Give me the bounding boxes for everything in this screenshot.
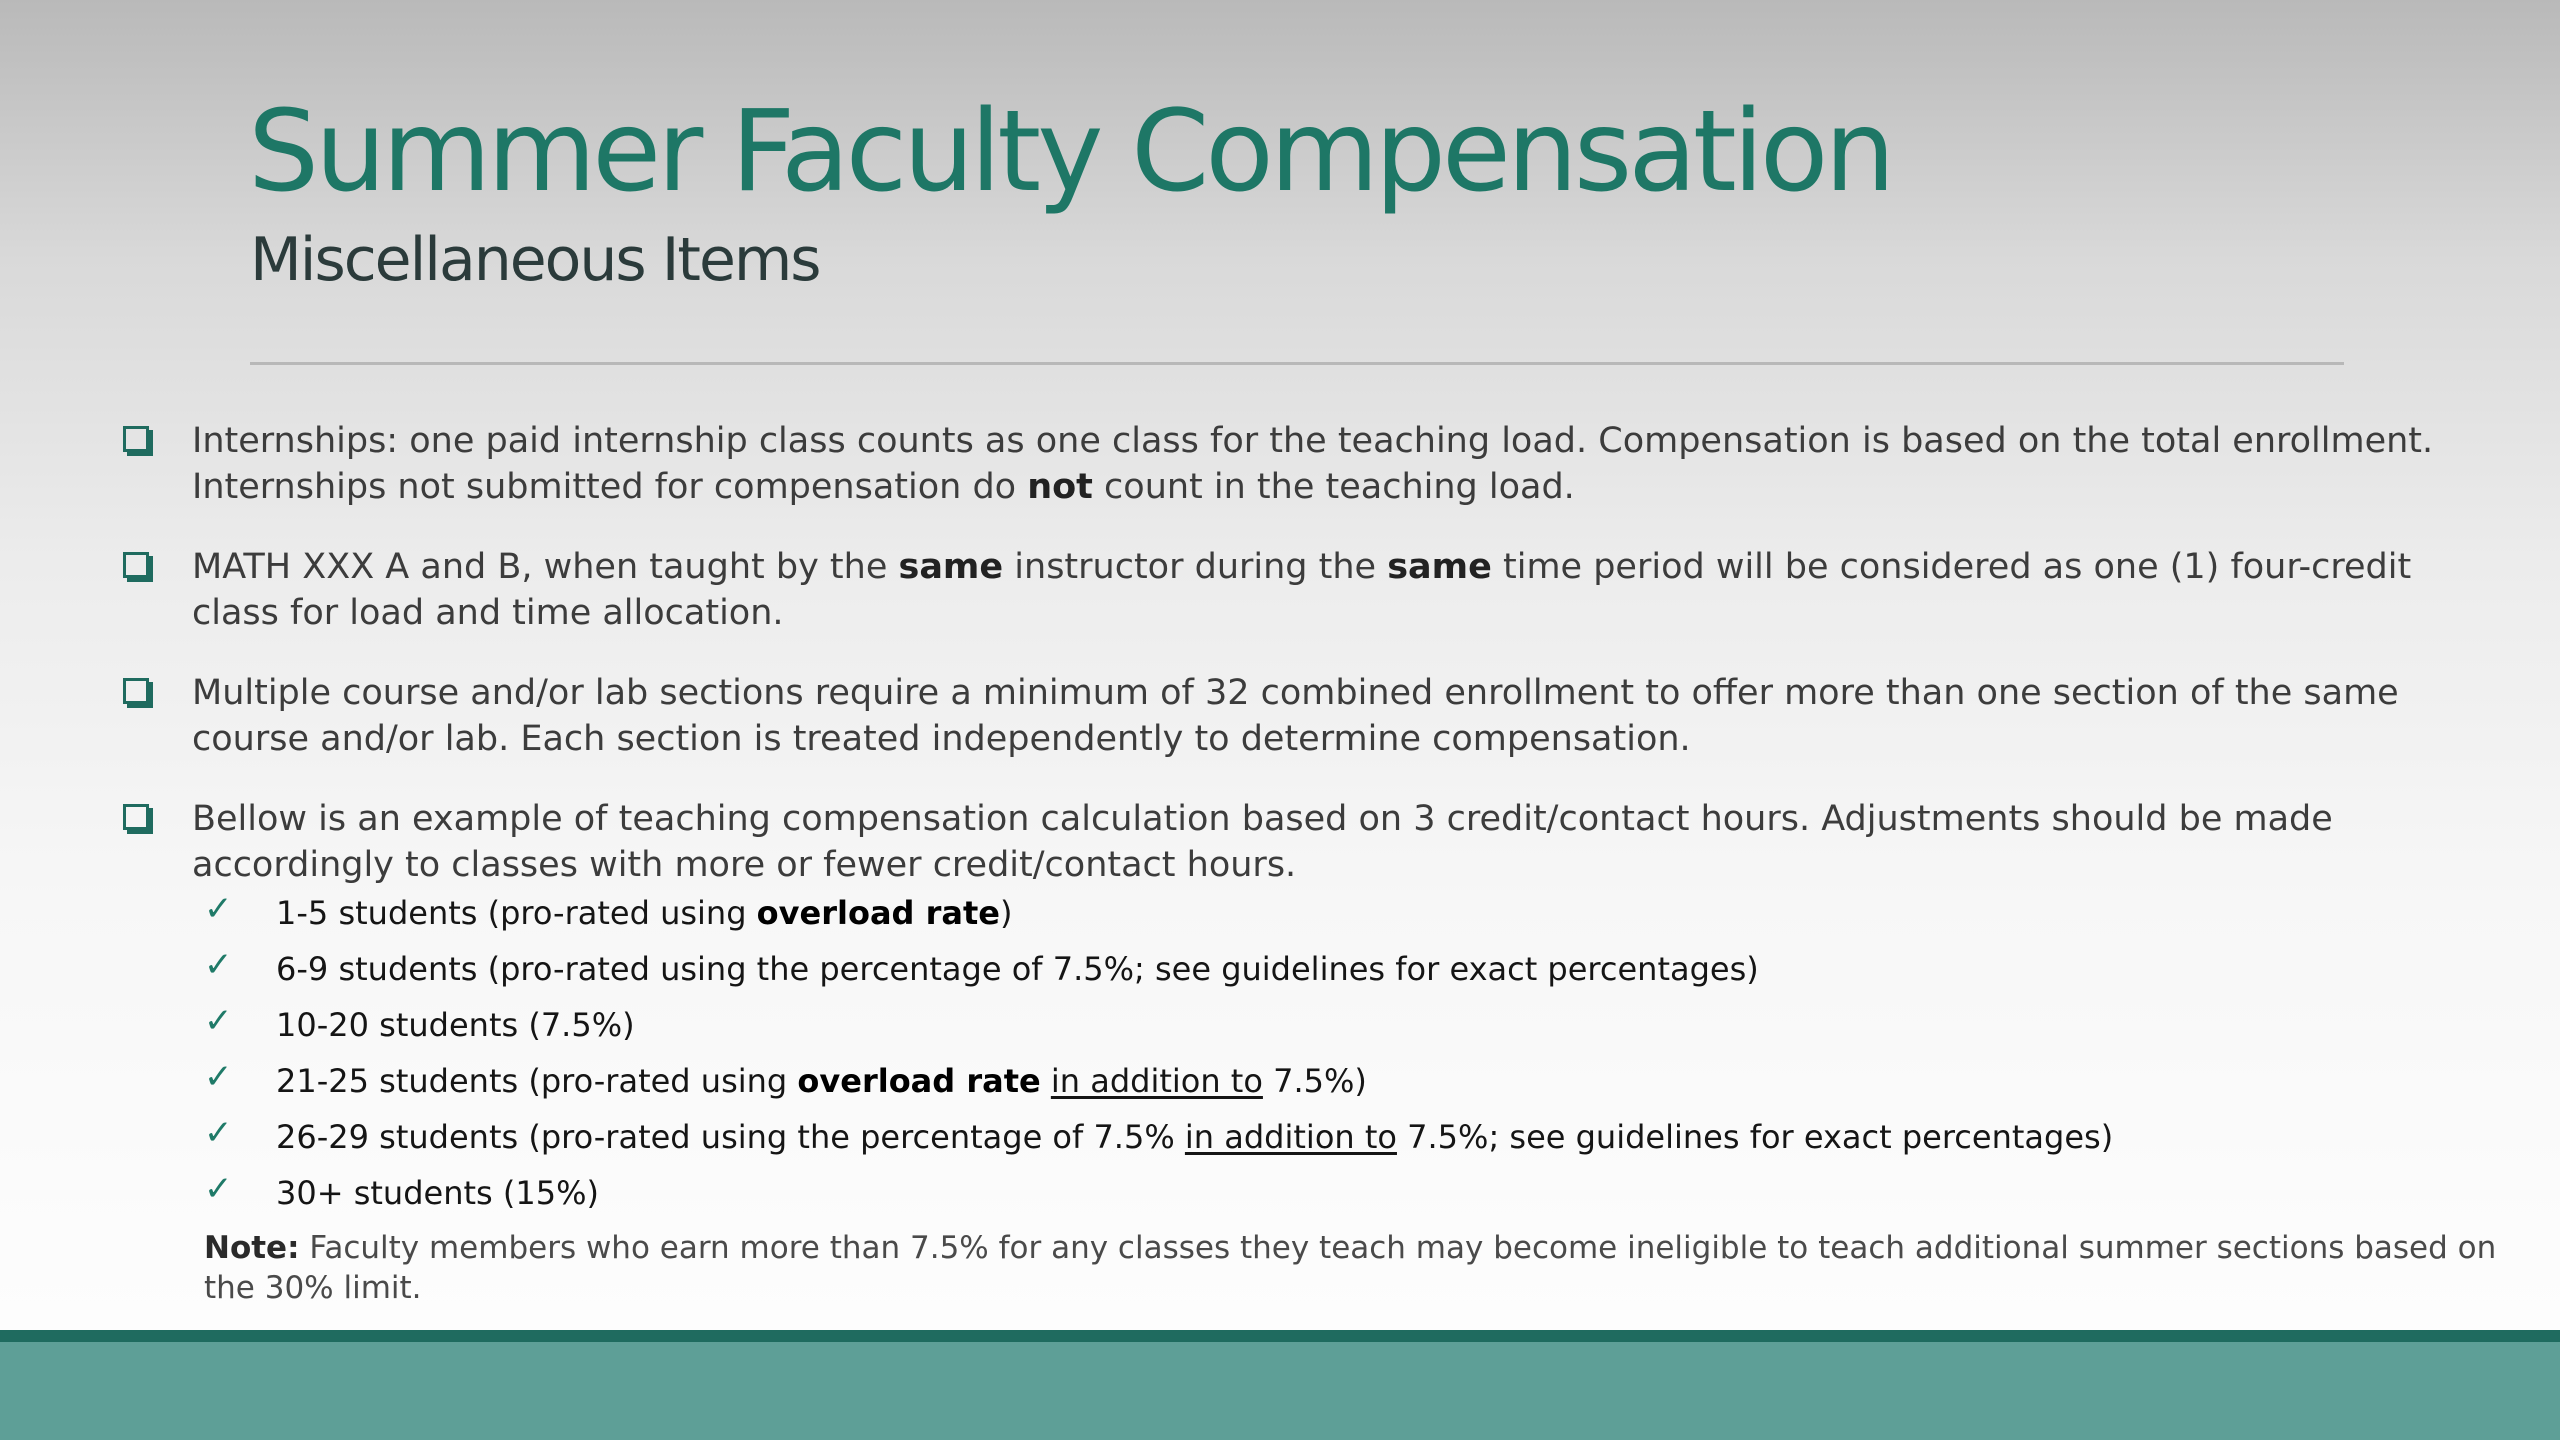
square-bullet-icon [123, 426, 149, 452]
bullet-compensation-example [118, 796, 2448, 888]
checkmark-icon: ✓ [204, 1169, 233, 1209]
bullet-internships [118, 418, 2448, 510]
bullet-text: MATH XXX A and B, when taught by the same instructor during the same time period will be considered as one (1) four-credit class for load and time allocation. [192, 547, 2412, 633]
footer-band [0, 1342, 2560, 1440]
square-bullet-icon [123, 804, 149, 830]
bullet-text: Internships: one paid internship class counts as one class for the teaching load. Compensation is based on the total enrollment. Internships not submitted for compensation do not count in the teaching load. [192, 421, 2434, 507]
bullet-math-xxx [118, 544, 2448, 636]
checkmark-icon: ✓ [204, 889, 233, 929]
checkmark-icon: ✓ [204, 945, 233, 985]
bullet-text: Bellow is an example of teaching compensation calculation based on 3 credit/contact hours. Adjustments should be made accordingly to classes with more or fewer credit/contact hours. [192, 799, 2333, 885]
slide-content [118, 418, 2497, 1308]
footer-divider [0, 1330, 2560, 1342]
checkmark-icon: ✓ [204, 1057, 233, 1097]
slide-title: Summer Faculty Compensation [248, 87, 1892, 217]
note [204, 1228, 2544, 1308]
list-item: ✓ 26-29 students (pro-rated using the percentage of 7.5% in addition to 7.5%; see guidelines for exact percentages) [204, 1113, 2114, 1156]
list-item: ✓ 30+ students (15%) [204, 1169, 599, 1212]
square-bullet-icon [123, 552, 149, 578]
square-bullet-icon [123, 678, 149, 704]
checkmark-icon: ✓ [204, 1001, 233, 1041]
note-text: Faculty members who earn more than 7.5% for any classes they teach may become ineligible to teach additional summer sections based on the 30% limit. [204, 1230, 2497, 1306]
note-label: Note: [204, 1230, 300, 1266]
list-item: ✓ 21-25 students (pro-rated using overload rate in addition to 7.5%) [204, 1057, 1367, 1100]
bullet-text: Multiple course and/or lab sections require a minimum of 32 combined enrollment to offer more than one section of the same course and/or lab. Each section is treated independently to determine compensation. [192, 673, 2399, 759]
compensation-list [118, 889, 2448, 1214]
list-item: ✓ 1-5 students (pro-rated using overload rate) [204, 889, 1013, 932]
bullet-multiple-sections [118, 670, 2448, 762]
title-divider [250, 362, 2344, 365]
list-item: ✓ 6-9 students (pro-rated using the percentage of 7.5%; see guidelines for exact percentages) [204, 945, 1759, 988]
slide-subtitle: Miscellaneous Items [250, 225, 820, 295]
checkmark-icon: ✓ [204, 1113, 233, 1153]
list-item: ✓ 10-20 students (7.5%) [204, 1001, 635, 1044]
